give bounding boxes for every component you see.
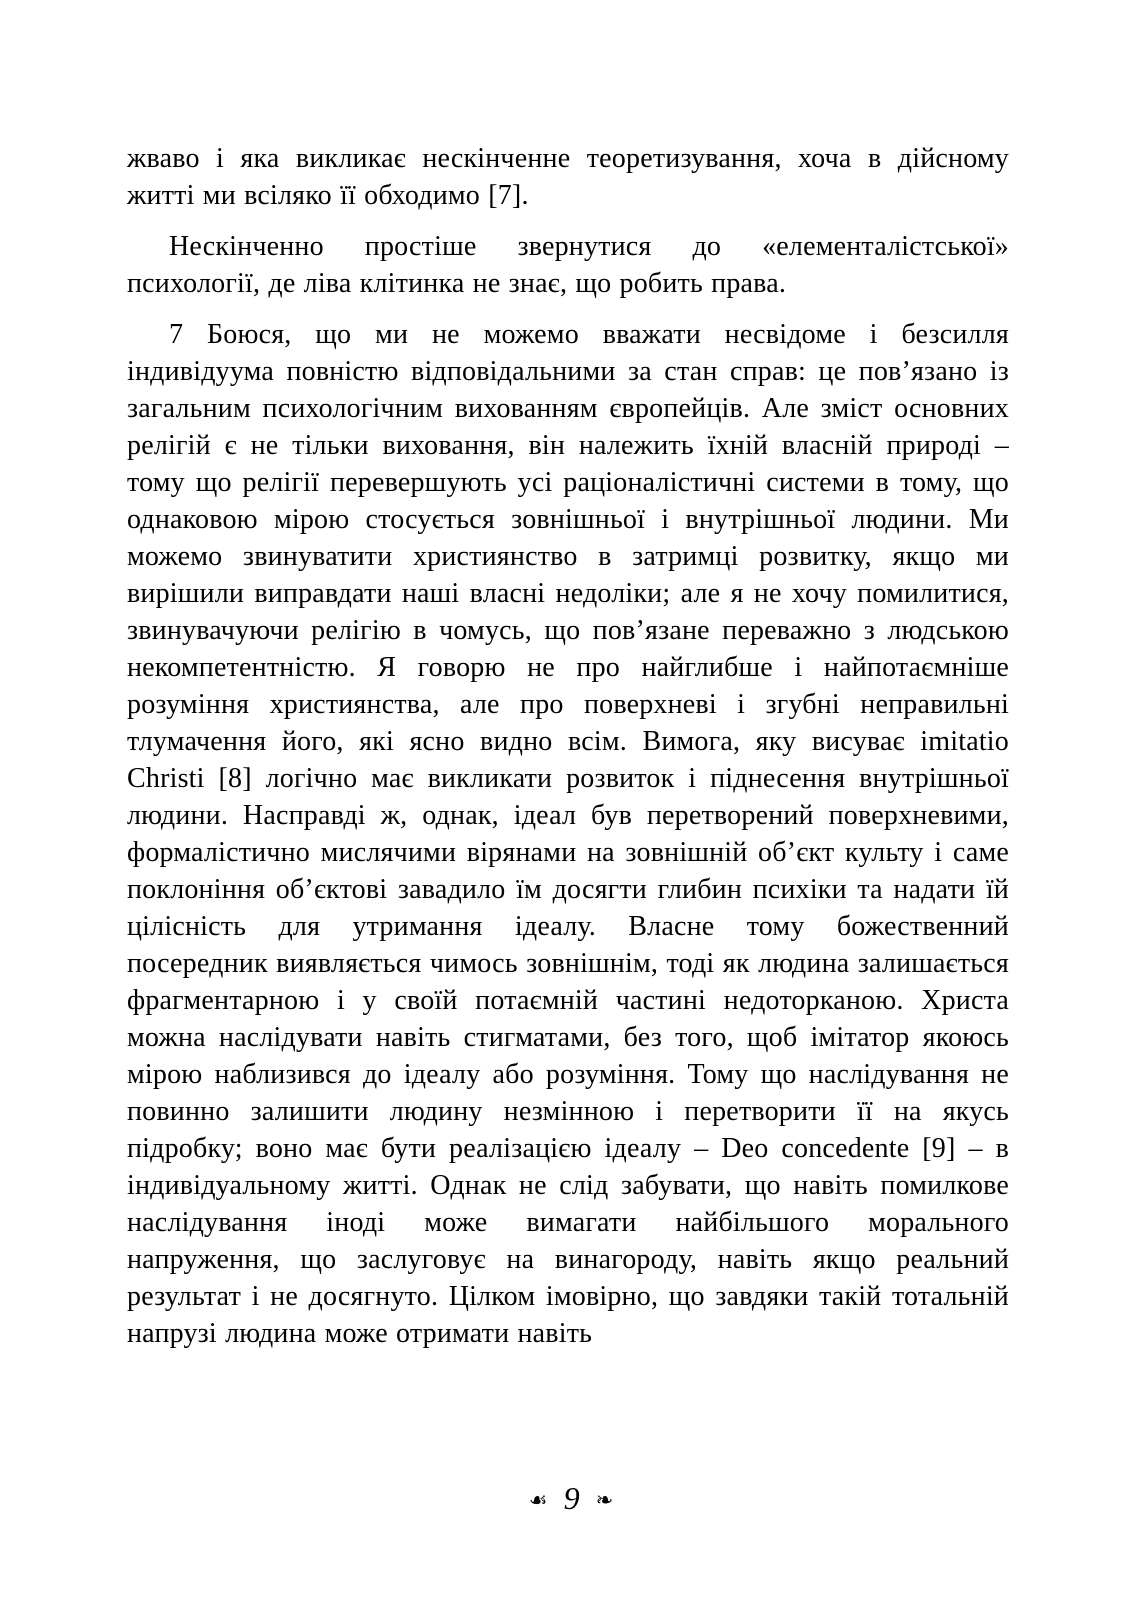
paragraph: 7 Боюся, що ми не можемо вважати несвідоме і безсилля індивідуума повністю відповідальними за стан справ: це пов’язано із загальним психологічним вихованням європейців. Але зміст основних релігій є не тільки виховання, він належить їхній власній природі – тому що релігії перевершують усі раціоналістичні системи в тому, що однаковою мірою стосується зовнішньої і внутрішньої людини. Ми можемо звинуватити християнство в затримці розвитку, якщо ми вирішили виправдати наші власні недоліки; але я не хочу помилитися, звинувачуючи релігію в чомусь, що пов’язане переважно з людською некомпетентністю. Я говорю не про найглибше і найпотаємніше розуміння християнства, але про поверхневі і згубні неправильні тлумачення його, які ясно видно всім. Вимога, яку висуває imitatio Christi [8] логічно має викликати розвиток і піднесення внутрішньої людини. Насправді ж, однак, ідеал був перетворений поверхневими, формалістично мислячими вірянами на зовнішній об’єкт культу і саме поклоніння об’єктові завадило їм досягти глибин психіки та надати їй цілісність для утримання ідеалу. Власне тому божественний посередник виявляється чимось зовнішнім, тоді як людина залишається фрагментарною і у своїй потаємній частині недоторканою. Христа можна наслідувати навіть стигматами, без того, щоб імітатор якоюсь мірою наблизився до ідеалу або розуміння. Тому що наслідування не повинно залишити людину незмінною і перетворити її на якусь підробку; воно має бути реалізацією ідеалу – Deo concedente [9] – в індивідуальному житті. Однак не слід забувати, що навіть помилкове наслідування іноді може вимагати найбільшого морального напруження, що заслуговує на винагороду, навіть якщо реальний результат і не досягнуто. Цілком імовірно, що завдяки такій тотальній напрузі людина може отримати навіть [127,319,1009,1349]
page-text-block [127,140,1009,1352]
floral-sprig-left-icon: ☙ [528,1488,548,1512]
page-footer [0,1478,1142,1518]
floral-sprig-right-icon: ❧ [595,1488,614,1512]
paragraph-continuation: жваво і яка викликає нескінченне теоретизування, хоча в дійсному житті ми всіляко її обходимо [7]. [127,143,1009,211]
page-number: 9 [563,1480,580,1516]
paragraph: Нескінченно простіше звернутися до «елементалістської» психології, де ліва клітинка не знає, що робить права. [127,231,1009,299]
